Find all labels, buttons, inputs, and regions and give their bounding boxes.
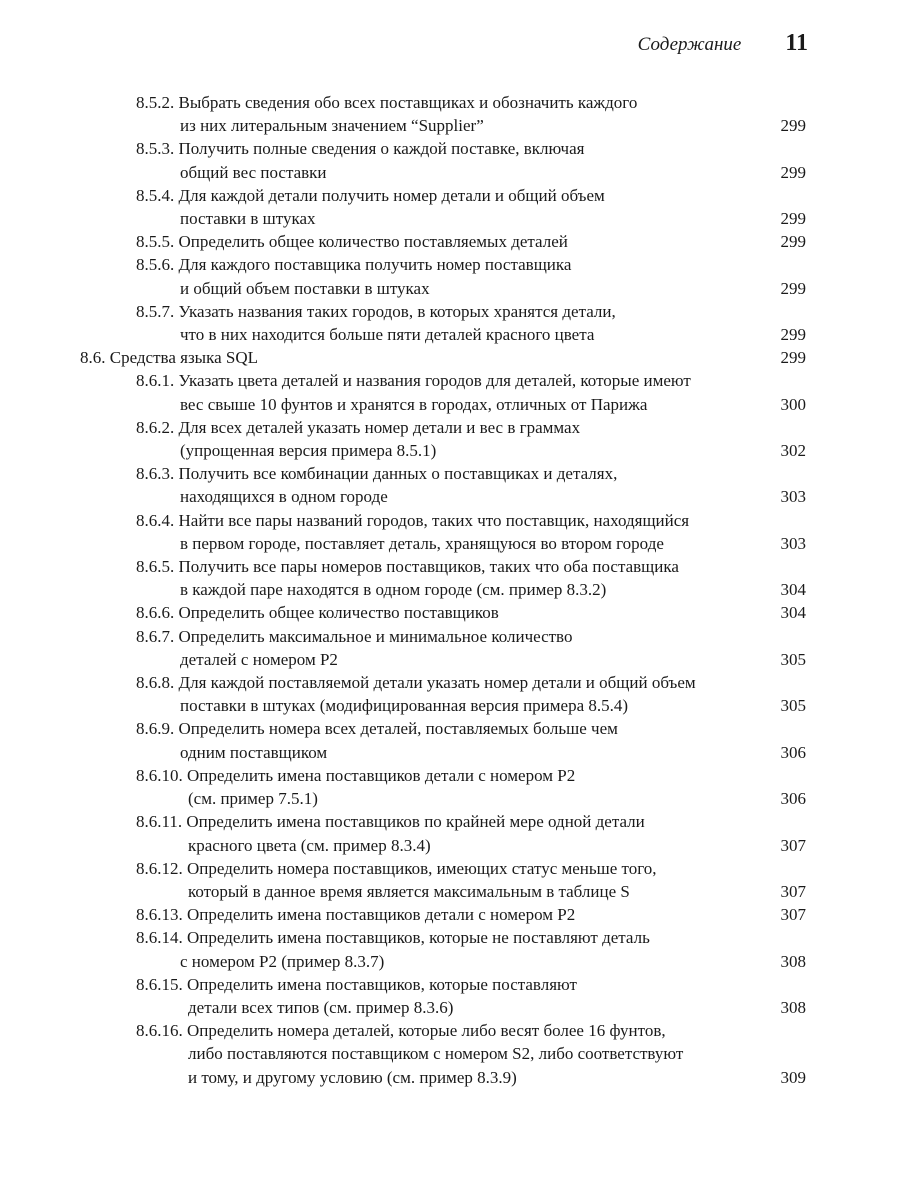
toc-entry-text: Определить имена поставщиков детали с номером Р2 [187, 905, 576, 925]
toc-entry-text: либо поставляются поставщиком с номером S2, либо соответствуют [188, 1044, 684, 1064]
table-of-contents [0, 91, 900, 1089]
toc-entry-line [136, 1042, 900, 1065]
toc-page-number: 299 [780, 325, 806, 345]
toc-entry-line [136, 253, 900, 276]
toc-entry-number: 8.6.9. [136, 719, 175, 739]
toc-entry-text: Определить общее количество поставщиков [178, 603, 499, 623]
toc-page-number: 299 [780, 162, 806, 182]
toc-entry-number: 8.6.7. [136, 626, 175, 646]
toc-entry-number: 8.6.3. [136, 464, 175, 484]
toc-entry-text: находящихся в одном городе [180, 487, 388, 507]
toc-page-number: 304 [780, 603, 806, 623]
toc-entry-line [136, 625, 900, 648]
toc-entry-text: Получить все пары номеров поставщиков, таких что оба поставщика [178, 557, 679, 577]
toc-entry [0, 601, 900, 624]
toc-entry-line [136, 857, 900, 880]
toc-entry-line [136, 973, 900, 996]
toc-entry-text: Определить имена поставщиков, которые поставляют [187, 974, 577, 994]
toc-entry [0, 509, 900, 555]
toc-page-number: 307 [780, 835, 806, 855]
header-page-number: 11 [785, 30, 808, 56]
toc-entry-text: деталей с номером Р2 [180, 649, 338, 669]
toc-page-number: 303 [780, 487, 806, 507]
toc-entry [0, 184, 900, 230]
toc-entry [0, 764, 900, 810]
toc-entry-number: 8.6.5. [136, 557, 175, 577]
toc-entry-text: с номером Р2 (пример 8.3.7) [180, 951, 385, 971]
toc-entry-number: 8.6.6. [136, 603, 175, 623]
toc-page-number: 306 [780, 789, 806, 809]
toc-entry-number: 8.5.4. [136, 185, 175, 205]
toc-entry-text: поставки в штуках [180, 209, 316, 229]
toc-entry-number: 8.6.10. [136, 765, 183, 785]
toc-entry-line [136, 137, 900, 160]
toc-entry [0, 717, 900, 763]
toc-entry-number: 8.5.2. [136, 93, 175, 112]
header-title: Содержание [637, 34, 742, 55]
toc-entry-text: из них литеральным значением “Supplier” [180, 116, 484, 136]
toc-entry-line [136, 91, 900, 114]
toc-entry-text: вес свыше 10 фунтов и хранятся в городах, отличных от Парижа [180, 394, 648, 414]
toc-entry [0, 369, 900, 415]
toc-entry-number: 8.6.4. [136, 510, 175, 530]
toc-entry-line [136, 810, 900, 833]
toc-entry-line [136, 300, 900, 323]
toc-entry-text: одним поставщиком [180, 742, 328, 762]
toc-entry-number: 8.5.5. [136, 232, 175, 252]
toc-entry [0, 1019, 900, 1089]
toc-entry-text: Определить общее количество поставляемых деталей [178, 232, 568, 252]
toc-entry-text: Выбрать сведения обо всех поставщиках и обозначить каждого [178, 93, 638, 112]
toc-entry-line [136, 555, 900, 578]
toc-entry-text: который в данное время является максимальным в таблице S [188, 881, 630, 901]
toc-entry [0, 555, 900, 601]
toc-entry-line [136, 462, 900, 485]
toc-entry-number: 8.6.16. [136, 1021, 183, 1041]
toc-entry-text: и тому, и другому условию (см. пример 8.3.9) [188, 1067, 517, 1087]
toc-entry-number: 8.5.3. [136, 139, 175, 159]
toc-entry [0, 903, 900, 926]
toc-entry-text: Определить максимальное и минимальное количество [178, 626, 573, 646]
toc-entry-text: Указать названия таких городов, в которых хранятся детали, [178, 301, 616, 321]
toc-page-number: 299 [780, 209, 806, 229]
toc-entry-text: общий вес поставки [180, 162, 327, 182]
toc-entry-line [136, 416, 900, 439]
toc-page-number: 307 [780, 905, 806, 925]
toc-entry-text: Получить все комбинации данных о поставщиках и деталях, [178, 464, 618, 484]
toc-entry-line [136, 184, 900, 207]
toc-entry-text: красного цвета (см. пример 8.3.4) [188, 835, 431, 855]
toc-entry-text: (см. пример 7.5.1) [188, 789, 318, 809]
toc-page-number: 306 [780, 742, 806, 762]
toc-page-number: 308 [780, 951, 806, 971]
toc-entry [0, 416, 900, 462]
toc-entry-text: Указать цвета деталей и названия городов для деталей, которые имеют [178, 371, 691, 391]
toc-entry [0, 671, 900, 717]
toc-entry-text: Для каждой детали получить номер детали и общий объем [178, 185, 605, 205]
toc-page-number: 302 [780, 441, 806, 461]
toc-entry-number: 8.6. [80, 348, 106, 368]
toc-entry-text: (упрощенная версия примера 8.5.1) [180, 441, 437, 461]
toc-entry-text: Определить имена поставщиков детали с номером Р2 [187, 765, 576, 785]
toc-page-number: 305 [780, 649, 806, 669]
toc-entry-text: Для всех деталей указать номер детали и вес в граммах [178, 417, 581, 437]
toc-entry-line [136, 671, 900, 694]
toc-page-number: 303 [780, 533, 806, 553]
toc-page-number: 300 [780, 394, 806, 414]
toc-entry-line [80, 346, 900, 369]
toc-page-number: 305 [780, 696, 806, 716]
toc-entry-line [136, 764, 900, 787]
toc-entry-line [136, 1019, 900, 1042]
toc-entry-text: 8.6.14. Определить имена поставщиков, которые не поставляют деталь [136, 928, 650, 948]
toc-entry [0, 926, 900, 972]
toc-entry-number: 8.6.12. [136, 858, 183, 878]
toc-entry [0, 462, 900, 508]
toc-page-number: 307 [780, 881, 806, 901]
toc-entry-text: поставки в штуках (модифицированная версия примера 8.5.4) [180, 696, 629, 716]
running-header [638, 30, 808, 57]
toc-entry-text: Определить номера всех деталей, поставляемых больше чем [178, 719, 618, 739]
toc-entry-number: 8.5.6. [136, 255, 175, 275]
toc-entry-text: Определить номера поставщиков, имеющих статус меньше того, [187, 858, 657, 878]
toc-entry-text: Средства языка SQL [109, 348, 259, 368]
toc-entry-line [136, 509, 900, 532]
toc-page-number: 308 [780, 997, 806, 1017]
toc-entry [0, 253, 900, 299]
toc-entry-number: 8.6.1. [136, 371, 175, 391]
toc-entry-line [136, 369, 900, 392]
toc-entry [0, 625, 900, 671]
toc-entry [0, 300, 900, 346]
toc-page-number: 304 [780, 580, 806, 600]
toc-entry-text: Определить имена поставщиков по крайней мере одной детали [186, 812, 645, 832]
toc-entry [0, 91, 900, 137]
toc-entry-text: в первом городе, поставляет деталь, хранящуюся во втором городе [180, 533, 664, 553]
toc-entry-number: 8.6.11. [136, 812, 183, 832]
toc-entry-text: Определить номера деталей, которые либо весят более 16 фунтов, [187, 1021, 666, 1041]
toc-entry-number: 8.6.2. [136, 417, 175, 437]
toc-entry-text: Для каждого поставщика получить номер поставщика [178, 255, 572, 275]
toc-page-number: 299 [780, 348, 806, 368]
toc-entry-number: 8.6.13. [136, 905, 183, 925]
toc-entry-text: в каждой паре находятся в одном городе (см. пример 8.3.2) [180, 580, 607, 600]
toc-entry [0, 230, 900, 253]
toc-entry-number: 8.6.8. [136, 673, 175, 693]
toc-page-number: 299 [780, 116, 806, 136]
toc-entry-line [136, 926, 900, 949]
toc-page-number: 309 [780, 1067, 806, 1087]
toc-entry-text: Найти все пары названий городов, таких что поставщик, находящийся [178, 510, 690, 530]
toc-entry [0, 973, 900, 1019]
toc-entry [0, 857, 900, 903]
toc-entry-number: 8.5.7. [136, 301, 175, 321]
toc-entry-text: что в них находится больше пяти деталей красного цвета [180, 325, 595, 345]
toc-entry [0, 810, 900, 856]
toc-entry-text: детали всех типов (см. пример 8.3.6) [188, 997, 454, 1017]
toc-entry-text: и общий объем поставки в штуках [180, 278, 430, 298]
toc-page-number: 299 [780, 278, 806, 298]
toc-entry [0, 137, 900, 183]
toc-page-number: 299 [780, 232, 806, 252]
toc-entry-text: Для каждой поставляемой детали указать номер детали и общий объем [178, 673, 696, 693]
toc-entry-number: 8.6.15. [136, 974, 183, 994]
toc-entry [0, 346, 900, 369]
toc-entry-text: Получить полные сведения о каждой поставке, включая [178, 139, 585, 159]
toc-entry-line [136, 717, 900, 740]
